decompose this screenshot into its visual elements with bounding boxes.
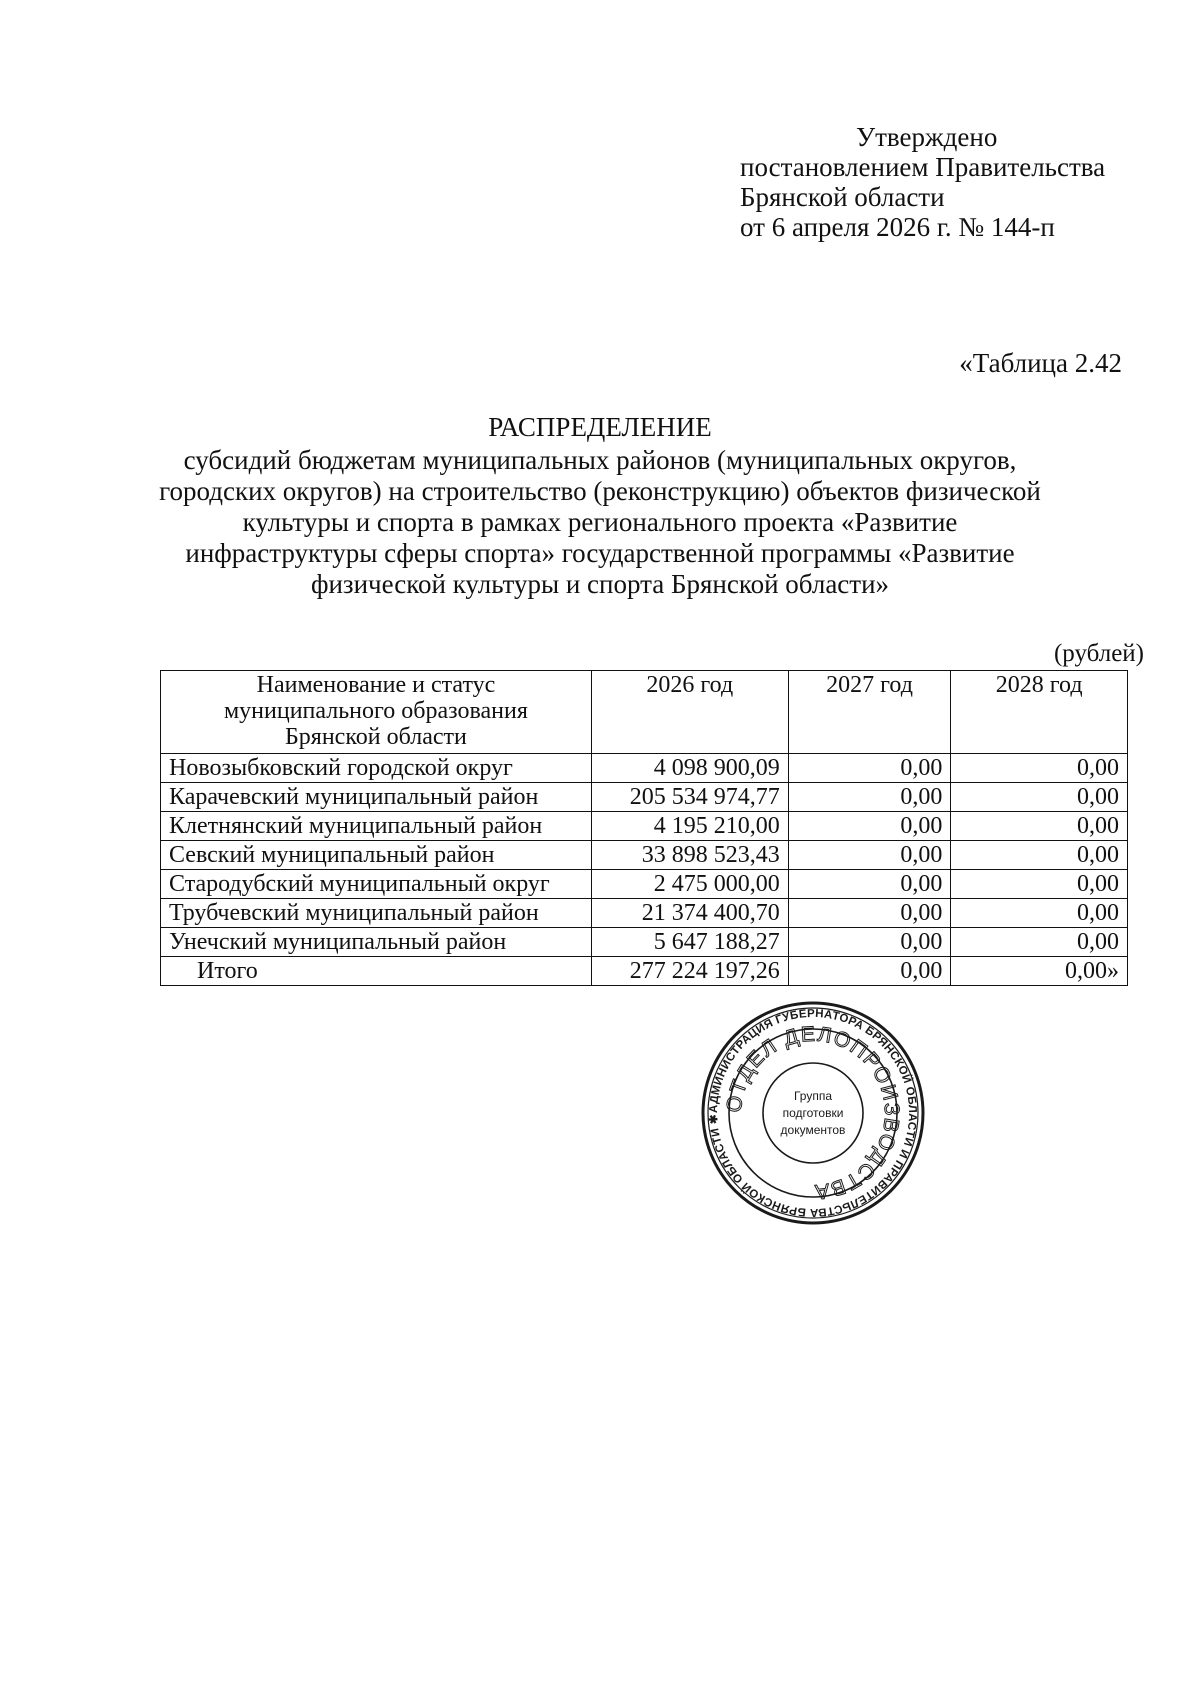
table-row xyxy=(161,841,1128,870)
header-2026: 2026 год xyxy=(591,671,788,754)
document-title xyxy=(150,412,1050,600)
cell-2026: 4 195 210,00 xyxy=(591,812,788,841)
approval-date-number: от 6 апреля 2026 г. № 144-п xyxy=(740,212,1055,242)
cell-2028: 0,00 xyxy=(951,899,1128,928)
title-line: культуры и спорта в рамках регионального проекта «Развитие xyxy=(242,507,958,537)
header-text: Брянской области xyxy=(285,724,467,750)
cell-2026: 5 647 188,27 xyxy=(591,928,788,957)
title-line: субсидий бюджетам муниципальных районов (муниципальных округов, xyxy=(183,445,1017,475)
table-header-row xyxy=(161,671,1128,754)
cell-2027: 0,00 xyxy=(788,812,951,841)
table-row xyxy=(161,783,1128,812)
approval-line: Брянской области xyxy=(740,182,945,212)
cell-2028: 0,00 xyxy=(951,870,1128,899)
approval-line: постановлением Правительства xyxy=(740,152,1106,182)
cell-total-2028: 0,00» xyxy=(951,957,1128,986)
cell-name: Севский муниципальный район xyxy=(161,841,592,870)
units-label: (рублей) xyxy=(1053,640,1144,667)
seal-center-text: Группа xyxy=(793,1089,833,1103)
cell-2026: 2 475 000,00 xyxy=(591,870,788,899)
table-row xyxy=(161,812,1128,841)
approval-line: Утверждено xyxy=(856,122,998,152)
title-line: физической культуры и спорта Брянской области» xyxy=(310,569,890,599)
cell-name: Трубчевский муниципальный район xyxy=(161,899,592,928)
cell-total-2026: 277 224 197,26 xyxy=(591,957,788,986)
cell-2027: 0,00 xyxy=(788,870,951,899)
approval-block xyxy=(740,122,1105,242)
cell-name: Клетнянский муниципальный район xyxy=(161,812,592,841)
cell-2027: 0,00 xyxy=(788,841,951,870)
table-row xyxy=(161,870,1128,899)
table-number: «Таблица 2.42 xyxy=(959,348,1122,378)
cell-2027: 0,00 xyxy=(788,899,951,928)
header-text: Наименование и статус xyxy=(256,672,496,698)
cell-2027: 0,00 xyxy=(788,928,951,957)
cell-name: Новозыбковский городской округ xyxy=(161,754,592,783)
cell-total-name: Итого xyxy=(161,957,592,986)
seal-outer-text: АДМИНИСТРАЦИЯ ГУБЕРНАТОРА БРЯНСКОЙ ОБЛАСТИ И ПРАВИТЕЛЬСТВА БРЯНСКОЙ ОБЛАСТИ ✱ xyxy=(707,1007,919,1219)
cell-name: Унечский муниципальный район xyxy=(161,928,592,957)
cell-total-2027: 0,00 xyxy=(788,957,951,986)
official-seal xyxy=(700,1000,926,1226)
title-heading: РАСПРЕДЕЛЕНИЕ xyxy=(488,412,712,442)
seal-graphic xyxy=(700,1000,926,1226)
seal-center-text: подготовки xyxy=(782,1106,844,1120)
seal-middle-text: ОТДЕЛ ДЕЛОПРОИЗВОДСТВА xyxy=(722,1022,904,1204)
title-line: городских округов) на строительство (реконструкцию) объектов физической xyxy=(159,476,1041,506)
cell-2028: 0,00 xyxy=(951,928,1128,957)
header-2028: 2028 год xyxy=(951,671,1128,754)
cell-2028: 0,00 xyxy=(951,754,1128,783)
table-total-row xyxy=(161,957,1128,986)
cell-2026: 21 374 400,70 xyxy=(591,899,788,928)
header-text: муниципального образования xyxy=(223,698,528,724)
seal-center-text: документов xyxy=(780,1123,846,1137)
cell-name: Карачевский муниципальный район xyxy=(161,783,592,812)
table-row xyxy=(161,899,1128,928)
table-row xyxy=(161,928,1128,957)
distribution-table xyxy=(160,670,1128,986)
cell-name: Стародубский муниципальный округ xyxy=(161,870,592,899)
header-municipality xyxy=(161,671,592,754)
cell-2028: 0,00 xyxy=(951,812,1128,841)
cell-2026: 4 098 900,09 xyxy=(591,754,788,783)
cell-2028: 0,00 xyxy=(951,841,1128,870)
header-2027: 2027 год xyxy=(788,671,951,754)
table-row xyxy=(161,754,1128,783)
title-line: инфраструктуры сферы спорта» государственной программы «Развитие xyxy=(185,538,1015,568)
cell-2026: 33 898 523,43 xyxy=(591,841,788,870)
cell-2028: 0,00 xyxy=(951,783,1128,812)
cell-2027: 0,00 xyxy=(788,754,951,783)
cell-2026: 205 534 974,77 xyxy=(591,783,788,812)
cell-2027: 0,00 xyxy=(788,783,951,812)
